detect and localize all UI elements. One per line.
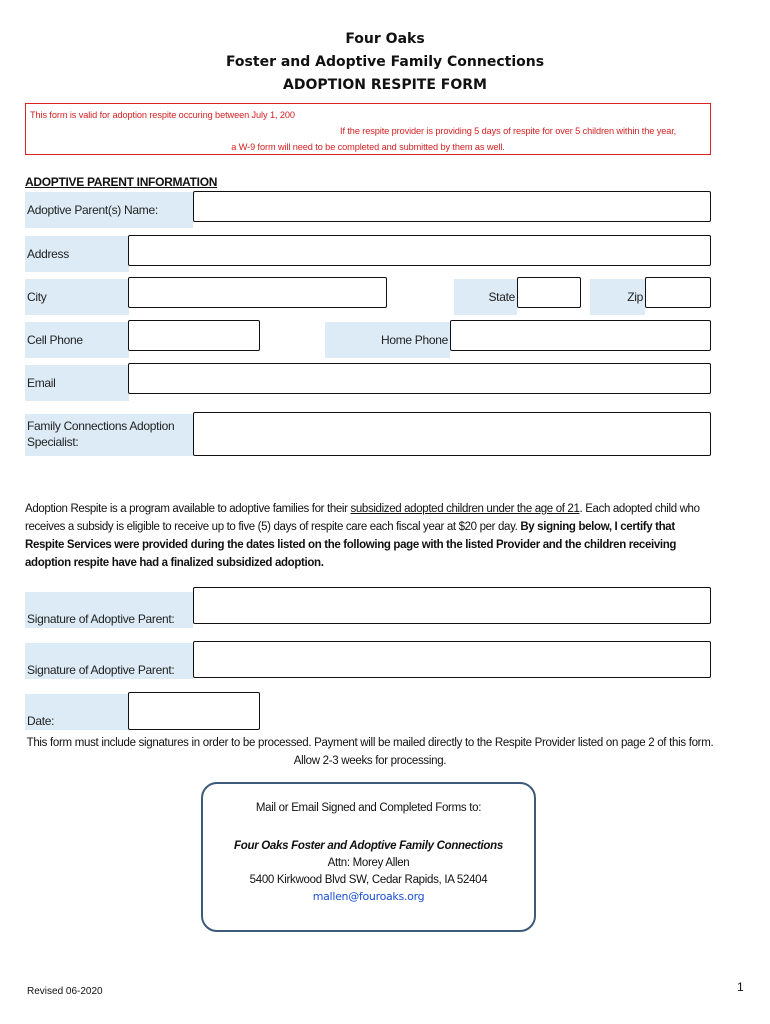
signature-1-field[interactable] (193, 587, 711, 624)
cell-phone-field[interactable] (128, 320, 260, 351)
revision-date: Revised 06-2020 (27, 986, 103, 997)
mailing-info-box (201, 782, 536, 932)
program-title: Foster and Adoptive Family Connections (225, 54, 545, 70)
mail-attn: Attn: Morey Allen (327, 857, 410, 869)
eligibility-underline: subsidized adopted children under the age of 21 (350, 503, 580, 515)
specialist-field[interactable] (193, 412, 711, 456)
cell-phone-label: Cell Phone (25, 322, 129, 358)
city-label: City (25, 279, 129, 315)
email-label: Email (25, 365, 129, 401)
mail-email-link[interactable]: mallen@fouroaks.org (312, 890, 425, 903)
notice-line-2: If the respite provider is providing 5 days of respite for over 5 children within the year, (340, 126, 677, 136)
state-field[interactable] (517, 277, 581, 308)
state-label: State (454, 279, 517, 315)
org-title: Four Oaks (345, 31, 425, 47)
address-label: Address (25, 236, 129, 272)
date-label: Date: (25, 694, 129, 730)
home-phone-label: Home Phone (325, 322, 450, 358)
notice-line-1: This form is valid for adoption respite occuring between July 1, 200 (30, 110, 295, 120)
notice-line-3: a W-9 form will need to be completed and submitted by them as well. (231, 142, 505, 152)
mail-org: Four Oaks Foster and Adoptive Family Connections (234, 840, 503, 852)
zip-label: Zip (590, 279, 645, 315)
email-field[interactable] (128, 363, 711, 394)
page-number: 1 (737, 980, 744, 994)
signature-2-field[interactable] (193, 641, 711, 678)
city-field[interactable] (128, 277, 387, 308)
home-phone-field[interactable] (450, 320, 711, 351)
section-title: ADOPTIVE PARENT INFORMATION (25, 175, 218, 189)
address-field[interactable] (128, 235, 711, 266)
parent-name-field[interactable] (193, 191, 711, 222)
program-description: Adoption Respite is a program available to adoptive families for their subsidized adopted children under the age of 21. Each adopted child who receives a subsidy is eligible to receive up to five (5) days of respite care each fiscal year at $20 per day. By signing below, I certify that Respite Services were provided during the dates listed on the following page with the listed Provider and the children receiving adoption respite have had a finalized subsidized adoption. (25, 503, 700, 569)
signature-1-label: Signature of Adoptive Parent: (25, 592, 193, 628)
certification-statement: By signing below, I certify that Respite Services were provided during the dates listed on the following page with the listed Provider and the children receiving adoption respite have had a finalized subsidized adoption. (25, 521, 677, 569)
validity-notice (25, 103, 711, 155)
signature-2-label: Signature of Adoptive Parent: (25, 643, 193, 679)
parent-name-label: Adoptive Parent(s) Name: (25, 192, 193, 228)
date-field[interactable] (128, 692, 260, 730)
mail-address: 5400 Kirkwood Blvd SW, Cedar Rapids, IA 52404 (249, 874, 488, 886)
specialist-label: Family Connections Adoption Specialist: (25, 414, 193, 456)
zip-field[interactable] (645, 277, 711, 308)
mail-intro: Mail or Email Signed and Completed Forms to: (255, 802, 482, 814)
processing-note: This form must include signatures in order to be processed. Payment will be mailed directly to the Respite Provider listed on page 2 of this form. Allow 2-3 weeks for processing. (26, 737, 714, 767)
form-title: ADOPTION RESPITE FORM (283, 77, 487, 93)
